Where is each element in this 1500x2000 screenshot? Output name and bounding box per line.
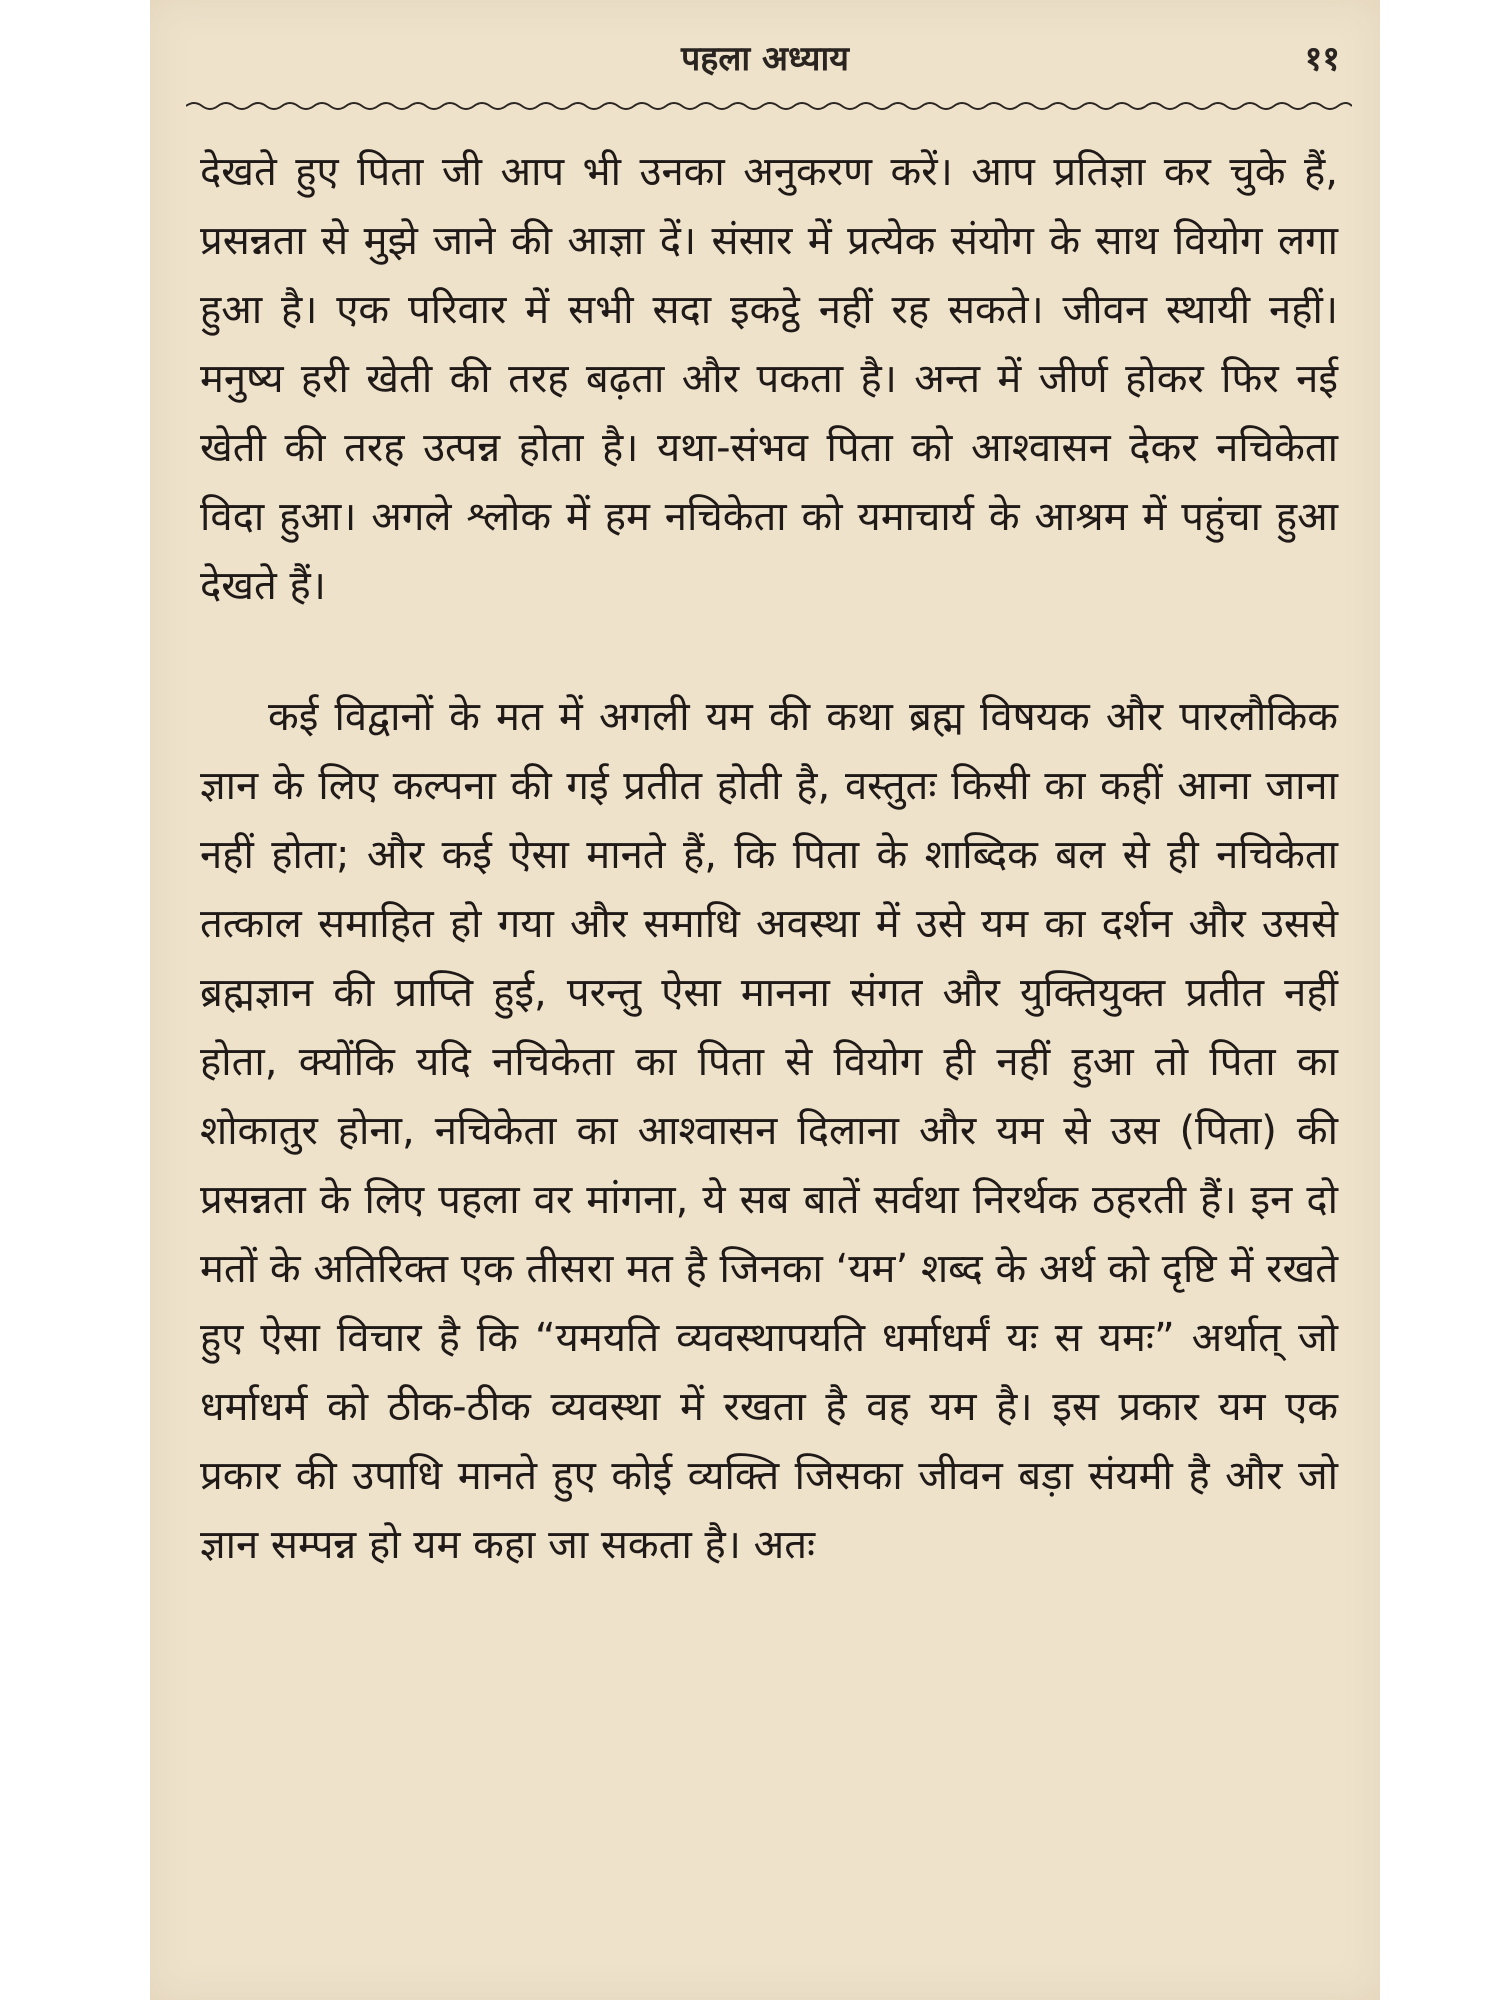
chapter-title: पहला अध्याय: [680, 39, 850, 79]
running-header: [150, 34, 1380, 84]
paragraph-2: कई विद्वानों के मत में अगली यम की कथा ब्रह्म विषयक और पारलौकिक ज्ञान के लिए कल्पना की गई प्रतीत होती है, वस्तुतः किसी का कहीं आना जाना नहीं होता; और कई ऐसा मानते हैं, कि पिता के शाब्दिक बल से ही नचिकेता तत्काल समाहित हो गया और समाधि अवस्था में उसे यम का दर्शन और उससे ब्रह्मज्ञान की प्राप्ति हुई, परन्तु ऐसा मानना संगत और युक्तियुक्त प्रतीत नहीं होता, क्योंकि यदि नचिकेता का पिता से वियोग ही नहीं हुआ तो पिता का शोकातुर होना, नचिकेता का आश्वासन दिलाना और यम से उस (पिता) की प्रसन्नता के लिए पहला वर मांगना, ये सब बातें सर्वथा निरर्थक ठहरती हैं। इन दो मतों के अतिरिक्त एक तीसरा मत है जिनका ‘यम’ शब्द के अर्थ को दृष्टि में रखते हुए ऐसा विचार है कि “यमयति व्यवस्थापयति धर्माधर्मं यः स यमः” अर्थात् जो धर्माधर्म को ठीक-ठीक व्यवस्था में रखता है वह यम है। इस प्रकार यम एक प्रकार की उपाधि मानते हुए कोई व्यक्ति जिसका जीवन बड़ा संयमी है और जो ज्ञान सम्पन्न हो यम कहा जा सकता है। अतः: [200, 694, 1338, 1568]
book-page: [150, 0, 1380, 2000]
paragraph-1: देखते हुए पिता जी आप भी उनका अनुकरण करें। आप प्रतिज्ञा कर चुके हैं, प्रसन्नता से मुझे जाने की आज्ञा दें। संसार में प्रत्येक संयोग के साथ वियोग लगा हुआ है। एक परिवार में सभी सदा इकट्ठे नहीं रह सकते। जीवन स्थायी नहीं। मनुष्य हरी खेती की तरह बढ़ता और पकता है। अन्त में जीर्ण होकर फिर नई खेती की तरह उत्पन्न होता है। यथा-संभव पिता को आश्वासन देकर नचिकेता विदा हुआ। अगले श्लोक में हम नचिकेता को यमाचार्य के आश्रम में पहुंचा हुआ देखते हैं।: [200, 149, 1338, 609]
page-number: ११: [1304, 39, 1340, 79]
paragraph-spacing: [200, 621, 1338, 683]
body-text: [200, 138, 1338, 1580]
wavy-divider: [186, 98, 1352, 114]
